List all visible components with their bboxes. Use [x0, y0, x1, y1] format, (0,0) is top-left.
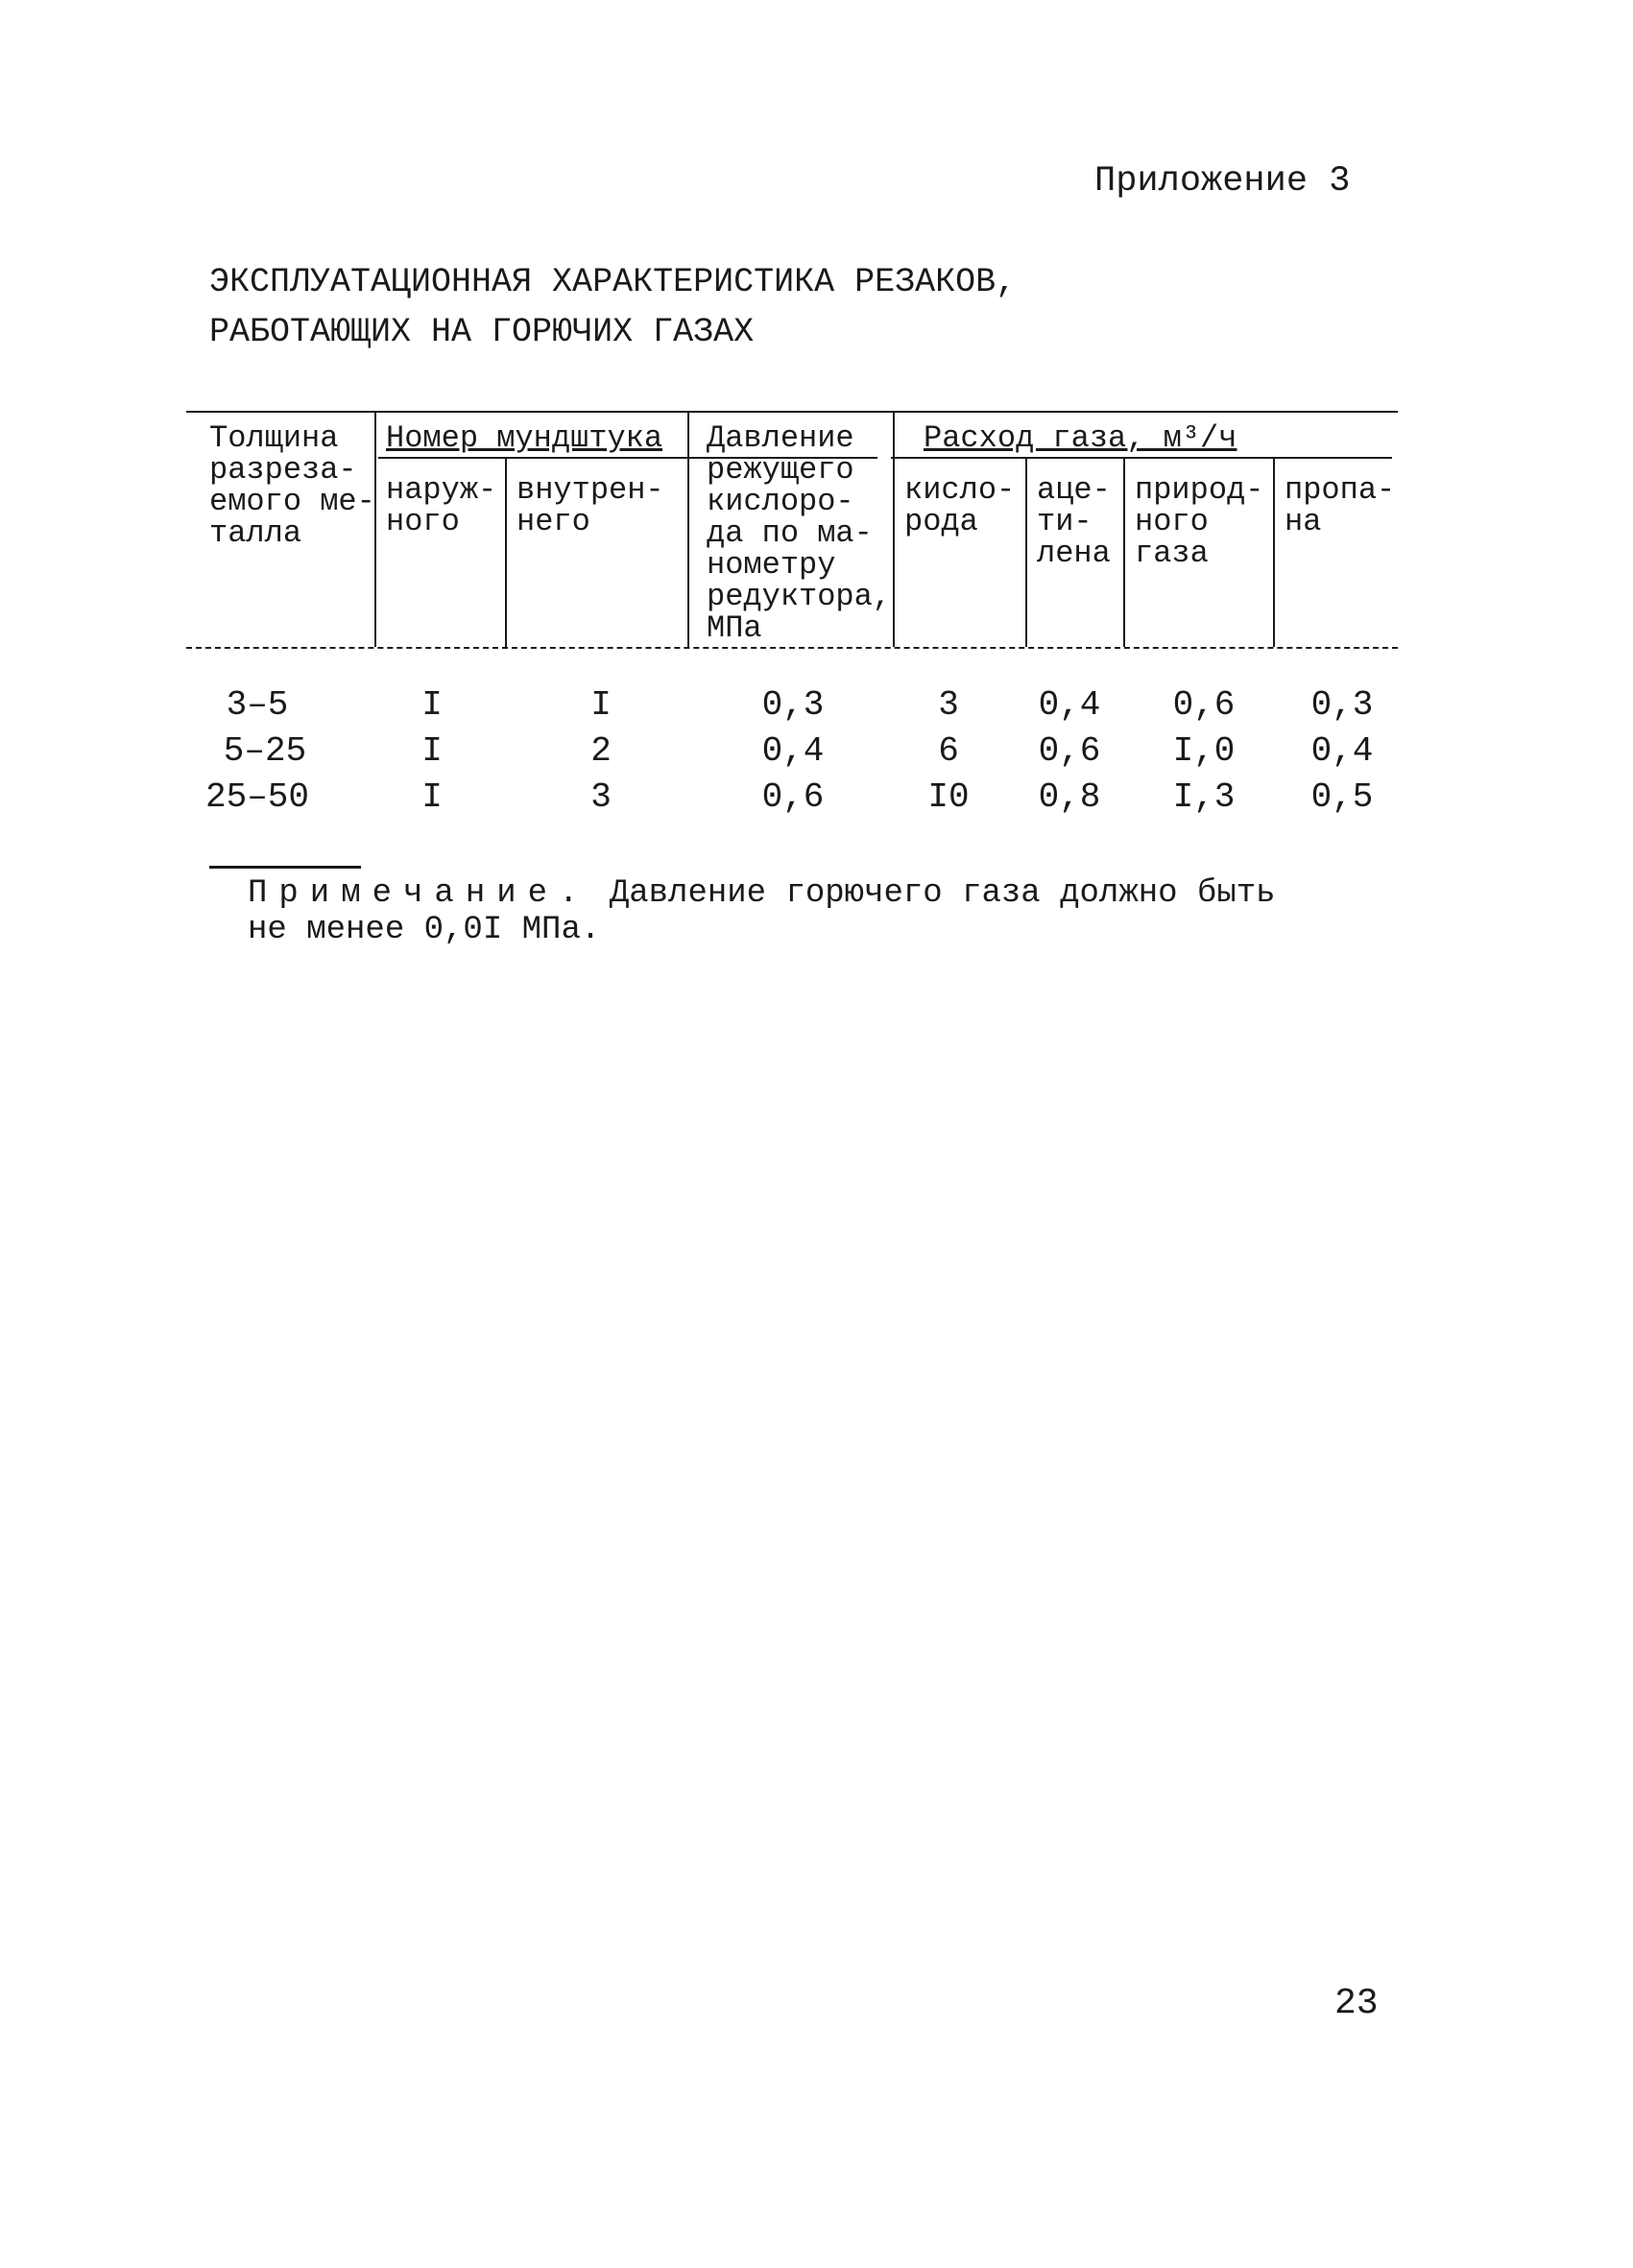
table-note [248, 875, 1276, 948]
header-outer-nozzle: наруж- ного [386, 472, 497, 539]
header-propane: пропа- на [1285, 472, 1396, 539]
note-label: Примечание. [248, 875, 590, 912]
header-gas-consumption: Расход газа, м³/ч [924, 420, 1237, 456]
table-top-rule [186, 411, 1398, 413]
cell-thickness: 5–25 [223, 731, 307, 771]
header-acetylene: аце- ти- лена [1037, 472, 1111, 571]
cell-propane: 0,4 [1310, 731, 1374, 771]
note-text-1: Давление горючего газа должно быть [589, 875, 1276, 912]
cell-propane: 0,3 [1310, 685, 1374, 725]
document-title [209, 257, 1016, 357]
cell-outer: I [421, 777, 443, 817]
title-line-2: РАБОТАЮЩИХ НА ГОРЮЧИХ ГАЗАХ [209, 313, 755, 351]
cell-acetylene: 0,8 [1038, 777, 1101, 817]
title-line-1: ЭКСПЛУАТАЦИОННАЯ ХАРАКТЕРИСТИКА РЕЗАКОВ, [209, 263, 1017, 301]
cell-inner: I [590, 685, 612, 725]
gas-subheader-rule [891, 457, 1392, 459]
cell-natural-gas: I,3 [1172, 777, 1236, 817]
header-nozzle-number: Номер мундштука [386, 420, 663, 456]
col-divider-7 [1273, 459, 1275, 647]
page-number: 23 [1334, 1983, 1379, 2024]
col-divider-4 [893, 411, 895, 647]
cell-inner: 3 [590, 777, 612, 817]
cell-acetylene: 0,4 [1038, 685, 1101, 725]
cell-thickness: 25–50 [204, 777, 310, 817]
col-divider-3 [687, 411, 689, 647]
cell-outer: I [421, 731, 443, 771]
col-divider-5 [1025, 459, 1027, 647]
col-divider-2 [505, 459, 507, 647]
header-natural-gas: природ- ного газа [1135, 472, 1264, 571]
cell-oxygen: 3 [938, 685, 959, 725]
header-inner-nozzle: внутрен- него [516, 472, 664, 539]
cell-inner: 2 [590, 731, 612, 771]
col-divider-6 [1123, 459, 1125, 647]
cell-thickness: 3–5 [226, 685, 289, 725]
cell-natural-gas: 0,6 [1172, 685, 1236, 725]
cell-pressure: 0,4 [761, 731, 825, 771]
note-line-1 [248, 875, 1276, 912]
cell-oxygen: I0 [927, 777, 970, 817]
note-line-2: не менее 0,0I МПа. [248, 912, 601, 948]
header-oxygen: кисло- рода [904, 472, 1016, 539]
header-thickness: Толщина разреза- емого ме- талла [209, 420, 375, 551]
cell-pressure: 0,3 [761, 685, 825, 725]
cell-outer: I [421, 685, 443, 725]
table-header-bottom-rule [186, 647, 1398, 649]
header-oxygen-pressure: Давление режущего кислоро- да по ма- нометру редуктора, МПа [707, 420, 892, 646]
cutter-characteristics-table [186, 411, 1398, 651]
cell-acetylene: 0,6 [1038, 731, 1101, 771]
cell-propane: 0,5 [1310, 777, 1374, 817]
cell-oxygen: 6 [938, 731, 959, 771]
note-separator [209, 866, 361, 869]
cell-pressure: 0,6 [761, 777, 825, 817]
appendix-label: Приложение 3 [1094, 161, 1351, 202]
cell-natural-gas: I,0 [1172, 731, 1236, 771]
